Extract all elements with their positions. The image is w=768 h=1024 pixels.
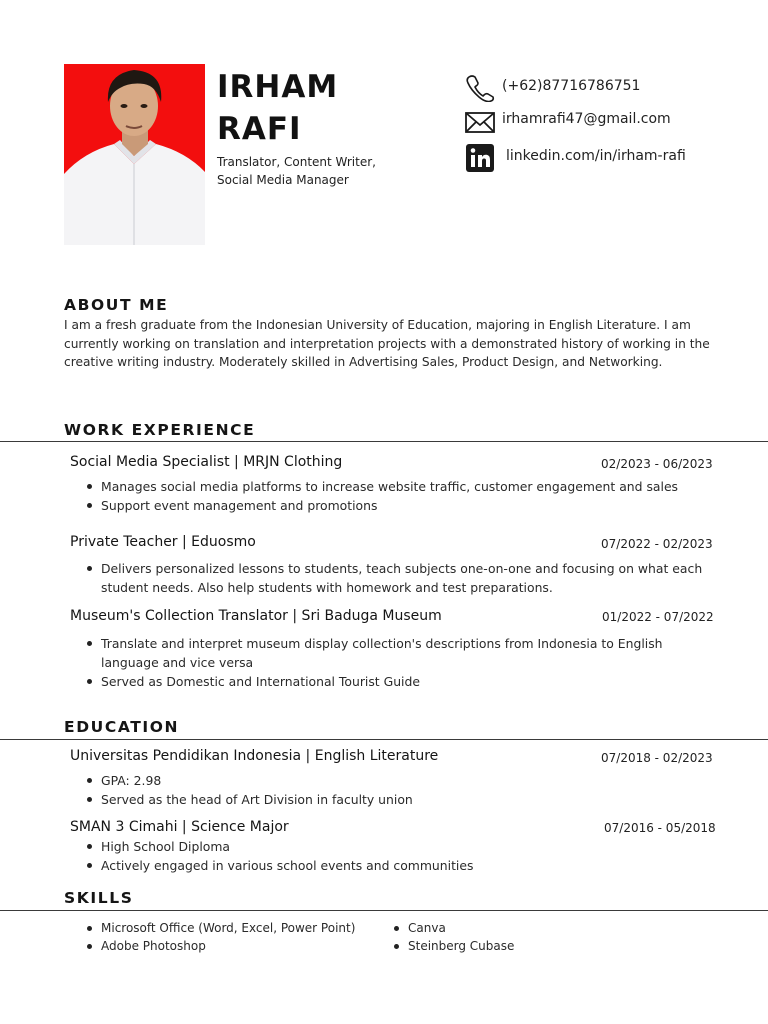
candidate-name — [217, 66, 338, 150]
education-dates: 07/2018 - 02/2023 — [601, 751, 713, 765]
skills-divider — [0, 910, 768, 911]
list-item: Microsoft Office (Word, Excel, Power Point) — [86, 919, 355, 937]
list-item: Manages social media platforms to increase website traffic, customer engagement and sales — [86, 477, 678, 496]
list-item: Served as Domestic and International Tourist Guide — [86, 672, 706, 691]
job-roles — [217, 153, 417, 189]
linkedin-url[interactable]: linkedin.com/in/irham-rafi — [506, 148, 686, 164]
education-title: Universitas Pendidikan Indonesia | English Literature — [70, 748, 439, 764]
education-bullets — [86, 837, 473, 875]
about-text: I am a fresh graduate from the Indonesian University of Education, majoring in English Literature. I am currently working on translation and interpretation projects with a demonstrated history of working in the creative writing industry. Moderately skilled in Advertising Sales, Product Design, and Networking. — [64, 318, 710, 369]
job-bullets — [86, 559, 706, 597]
email-address[interactable]: irhamrafi47@gmail.com — [502, 111, 671, 127]
list-item: Actively engaged in various school events and communities — [86, 856, 473, 875]
name-first: IRHAM — [217, 69, 339, 105]
job-bullets — [86, 634, 706, 691]
skills-heading: SKILLS — [64, 889, 134, 907]
job-bullets — [86, 477, 678, 515]
work-divider — [0, 441, 768, 442]
job-title: Social Media Specialist | MRJN Clothing — [70, 454, 343, 470]
profile-photo — [64, 64, 205, 245]
job-dates: 02/2023 - 06/2023 — [601, 457, 713, 471]
work-heading: WORK EXPERIENCE — [64, 421, 256, 439]
education-dates: 07/2016 - 05/2018 — [604, 821, 716, 835]
job-dates: 01/2022 - 07/2022 — [602, 610, 714, 624]
list-item: Served as the head of Art Division in faculty union — [86, 790, 413, 809]
list-item: Canva — [393, 919, 514, 937]
list-item: Translate and interpret museum display collection's descriptions from Indonesia to English language and vice versa — [86, 634, 706, 672]
list-item: Delivers personalized lessons to students, teach subjects one-on-one and focusing on what each student needs. Also help students with homework and test preparations. — [86, 559, 706, 597]
list-item: Support event management and promotions — [86, 496, 678, 515]
phone-icon — [464, 72, 496, 102]
skills-list-right — [393, 919, 514, 955]
name-last: RAFI — [217, 111, 302, 147]
about-heading: ABOUT ME — [64, 296, 169, 314]
list-item: Adobe Photoshop — [86, 937, 355, 955]
list-item: Steinberg Cubase — [393, 937, 514, 955]
mail-icon — [464, 108, 496, 138]
education-heading: EDUCATION — [64, 718, 180, 736]
job-dates: 07/2022 - 02/2023 — [601, 537, 713, 551]
job-title: Museum's Collection Translator | Sri Baduga Museum — [70, 608, 442, 624]
education-title: SMAN 3 Cimahi | Science Major — [70, 819, 289, 835]
role-line-2: Social Media Manager — [217, 173, 349, 187]
education-bullets — [86, 771, 413, 809]
job-title: Private Teacher | Eduosmo — [70, 534, 256, 550]
list-item: GPA: 2.98 — [86, 771, 413, 790]
list-item: High School Diploma — [86, 837, 473, 856]
phone-number[interactable]: (+62)87716786751 — [502, 78, 641, 94]
role-line-1: Translator, Content Writer, — [217, 155, 376, 169]
skills-list-left — [86, 919, 355, 955]
education-divider — [0, 739, 768, 740]
linkedin-icon — [464, 143, 496, 173]
